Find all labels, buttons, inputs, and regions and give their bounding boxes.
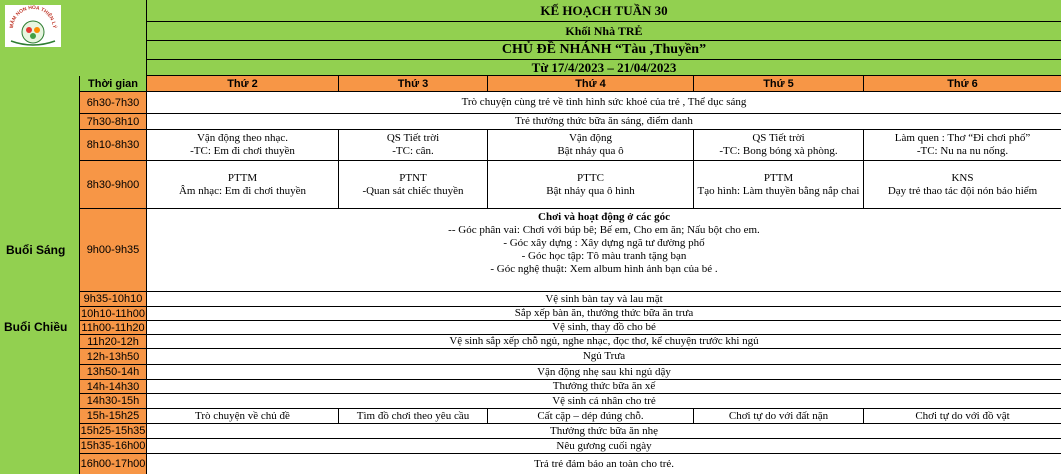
time-slot-label: 13h50-14h	[86, 366, 140, 378]
activity-personal-hygiene	[147, 394, 1061, 409]
activity-greeting	[147, 92, 1061, 114]
activity-text: Ngủ Trưa	[582, 350, 626, 362]
activity-detail: Bật nhảy qua ô hình	[546, 184, 635, 197]
activity-afternoon-activity-mon	[147, 409, 339, 424]
activity-text: Vệ sinh, thay đồ cho bé	[552, 321, 656, 333]
activity-morning-activity-1-mon	[147, 130, 339, 161]
activity-detail: Âm nhạc: Em đi chơi thuyền	[178, 184, 307, 197]
activity-title: PTTM	[227, 171, 258, 184]
time-slot-label: 9h00-9h35	[86, 244, 140, 256]
activity-corner-play	[147, 209, 1061, 292]
activity-text: Vận động nhẹ sau khi ngủ dậy	[537, 365, 671, 378]
activity-title: QS Tiết trời	[752, 132, 805, 144]
time-slot-label: 11h20-12h	[87, 335, 139, 348]
day-header-fri: Thứ 6	[864, 76, 1061, 92]
activity-title: PTNT	[399, 171, 427, 184]
time-slot-nap	[80, 349, 147, 365]
activity-text: Trả trẻ đảm bảo an toàn cho trẻ.	[533, 457, 675, 470]
day-header-tue: Thứ 3	[339, 76, 488, 92]
time-slot-label: 15h-15h25	[86, 410, 140, 422]
activity-pickup	[147, 454, 1061, 474]
time-slot-nap-prep	[80, 335, 147, 349]
time-slot-hand-wash	[80, 292, 147, 307]
time-slot-label: 15h35-16h00	[80, 440, 146, 452]
activity-morning-activity-2-fri	[864, 161, 1061, 209]
activity-morning-activity-1-tue	[339, 130, 488, 161]
time-slot-label: 6h30-7h30	[86, 96, 140, 109]
activity-title: Chơi tự do với đất nặn	[728, 409, 829, 422]
activity-light-snack	[147, 424, 1061, 439]
time-column-header: Thời gian	[80, 76, 147, 92]
school-logo	[5, 5, 61, 47]
time-slot-label: 14h-14h30	[86, 380, 140, 393]
activity-afternoon-activity-wed	[488, 409, 694, 424]
activity-title: Cất cặp – dép đúng chỗ.	[537, 409, 644, 422]
time-slot-label: 12h-13h50	[86, 350, 140, 363]
day-header-thu: Thứ 5	[694, 76, 864, 92]
activity-title: Vận động	[568, 132, 613, 144]
activity-detail: -Quan sát chiếc thuyền	[362, 184, 464, 197]
activity-morning-activity-1-wed	[488, 130, 694, 161]
activity-text: Vệ sinh sắp xếp chỗ ngủ, nghe nhạc, đọc thơ, kể chuyện trước khi ngủ	[449, 335, 759, 347]
time-slot-label: 16h00-17h00	[80, 458, 146, 470]
session-morning: Buổi Sáng	[6, 243, 66, 257]
activity-title: PTTC	[577, 171, 604, 184]
activity-text: Trẻ thưởng thức bữa ăn sáng, điểm danh	[515, 115, 693, 127]
activity-text: Sắp xếp bàn ăn, thưởng thức bữa ăn trưa	[514, 307, 694, 319]
activity-detail: -TC: Em đi chơi thuyền	[190, 145, 295, 157]
time-slot-label: 11h00-11h20	[81, 321, 145, 334]
time-slot-label: 7h30-8h10	[86, 115, 140, 128]
activity-title: Trò chuyện về chủ đề	[195, 409, 290, 422]
plan-title: KẾ HOẠCH TUẦN 30	[147, 0, 1061, 22]
time-slot-personal-hygiene	[80, 394, 147, 409]
activity-wake-exercise	[147, 365, 1061, 380]
time-slot-praise	[80, 439, 147, 454]
activity-detail: Tạo hình: Làm thuyền bằng nắp chai	[697, 184, 860, 197]
time-slot-wake-exercise	[80, 365, 147, 380]
activity-detail: -TC: Nu na nu nống.	[916, 145, 1009, 157]
week-dates: Từ 17/4/2023 – 21/04/2023	[147, 60, 1061, 76]
activity-afternoon-activity-fri	[864, 409, 1061, 424]
activity-text: Trò chuyện cùng trẻ về tình hình sức khoẻ của trẻ , Thể dục sáng	[461, 96, 747, 108]
corner-play-item: - Góc nghệ thuật: Xem album hình ảnh bạn của bé .	[490, 263, 718, 275]
activity-text: Thưởng thức bữa ăn nhẹ	[549, 424, 658, 437]
activity-title: Làm quen : Thơ “Đi chơi phố”	[894, 132, 1031, 144]
activity-morning-activity-1-thu	[694, 130, 864, 161]
activity-change-clothes	[147, 321, 1061, 335]
activity-morning-activity-2-thu	[694, 161, 864, 209]
activity-title: KNS	[951, 171, 974, 184]
corner-play-item: - Góc xây dựng : Xây dựng ngã tư đường phố	[503, 237, 705, 249]
activity-morning-activity-1-fri	[864, 130, 1061, 161]
corner-play-title: Chơi và hoạt động ở các góc	[538, 211, 670, 223]
svg-text:MẦM NON HOA THIÊN LÝ: MẦM NON HOA THIÊN LÝ	[8, 5, 58, 29]
activity-title: Tìm đồ chơi theo yêu cầu	[356, 409, 470, 422]
day-header-mon: Thứ 2	[147, 76, 339, 92]
group-name: Khối Nhà TRẺ	[147, 22, 1061, 41]
time-slot-afternoon-activity	[80, 409, 147, 424]
activity-afternoon-activity-thu	[694, 409, 864, 424]
time-slot-label: 15h25-15h35	[80, 425, 146, 437]
time-slot-label: 14h30-15h	[86, 395, 140, 407]
session-column	[0, 76, 80, 474]
activity-praise	[147, 439, 1061, 454]
activity-text: Vệ sinh cá nhân cho trẻ	[552, 394, 656, 407]
activity-morning-activity-2-wed	[488, 161, 694, 209]
time-slot-label: 9h35-10h10	[83, 293, 143, 305]
activity-afternoon-activity-tue	[339, 409, 488, 424]
session-afternoon: Buổi Chiều	[4, 320, 68, 334]
corner-play-item: - Góc học tập: Tô màu tranh tặng bạn	[521, 250, 687, 262]
activity-title: PTTM	[763, 171, 794, 184]
time-slot-breakfast	[80, 114, 147, 130]
activity-nap	[147, 349, 1061, 365]
activity-detail: Bật nhảy qua ô	[557, 145, 624, 157]
time-slot-greeting	[80, 92, 147, 114]
activity-title: QS Tiết trời	[386, 132, 440, 144]
activity-detail: Dạy trẻ thao tác đội nón bảo hiểm	[887, 184, 1038, 197]
activity-title: Vận động theo nhạc.	[196, 132, 289, 144]
activity-breakfast	[147, 114, 1061, 130]
activity-morning-activity-2-mon	[147, 161, 339, 209]
time-slot-morning-activity-1	[80, 130, 147, 161]
theme-title: CHỦ ĐỀ NHÁNH “Tàu ,Thuyền”	[147, 41, 1061, 60]
time-slot-lunch	[80, 307, 147, 321]
day-header-wed: Thứ 4	[488, 76, 694, 92]
activity-text: Thưởng thức bữa ăn xế	[552, 380, 656, 392]
activity-lunch	[147, 307, 1061, 321]
activity-detail: -TC: cân.	[392, 145, 434, 157]
time-slot-pickup	[80, 454, 147, 474]
activity-text: Nêu gương cuối ngày	[556, 439, 652, 452]
activity-morning-activity-2-tue	[339, 161, 488, 209]
corner-play-item: -- Góc phân vai: Chơi với búp bê; Bế em, Cho em ăn; Nấu bột cho em.	[448, 224, 760, 236]
time-slot-light-snack	[80, 424, 147, 439]
activity-text: Vệ sinh bàn tay và lau mặt	[545, 292, 663, 305]
time-slot-morning-activity-2	[80, 161, 147, 209]
activity-nap-prep	[147, 335, 1061, 349]
time-slot-label: 8h10-8h30	[86, 139, 140, 151]
time-slot-label: 8h30-9h00	[86, 178, 140, 191]
activity-detail: -TC: Bong bóng xà phòng.	[719, 145, 838, 157]
time-slot-corner-play	[80, 209, 147, 292]
activity-title: Chơi tự do với đồ vật	[915, 409, 1010, 422]
activity-hand-wash	[147, 292, 1061, 307]
activity-snack	[147, 380, 1061, 394]
time-slot-change-clothes	[80, 321, 147, 335]
time-slot-label: 10h10-11h00	[80, 307, 146, 320]
time-slot-snack	[80, 380, 147, 394]
